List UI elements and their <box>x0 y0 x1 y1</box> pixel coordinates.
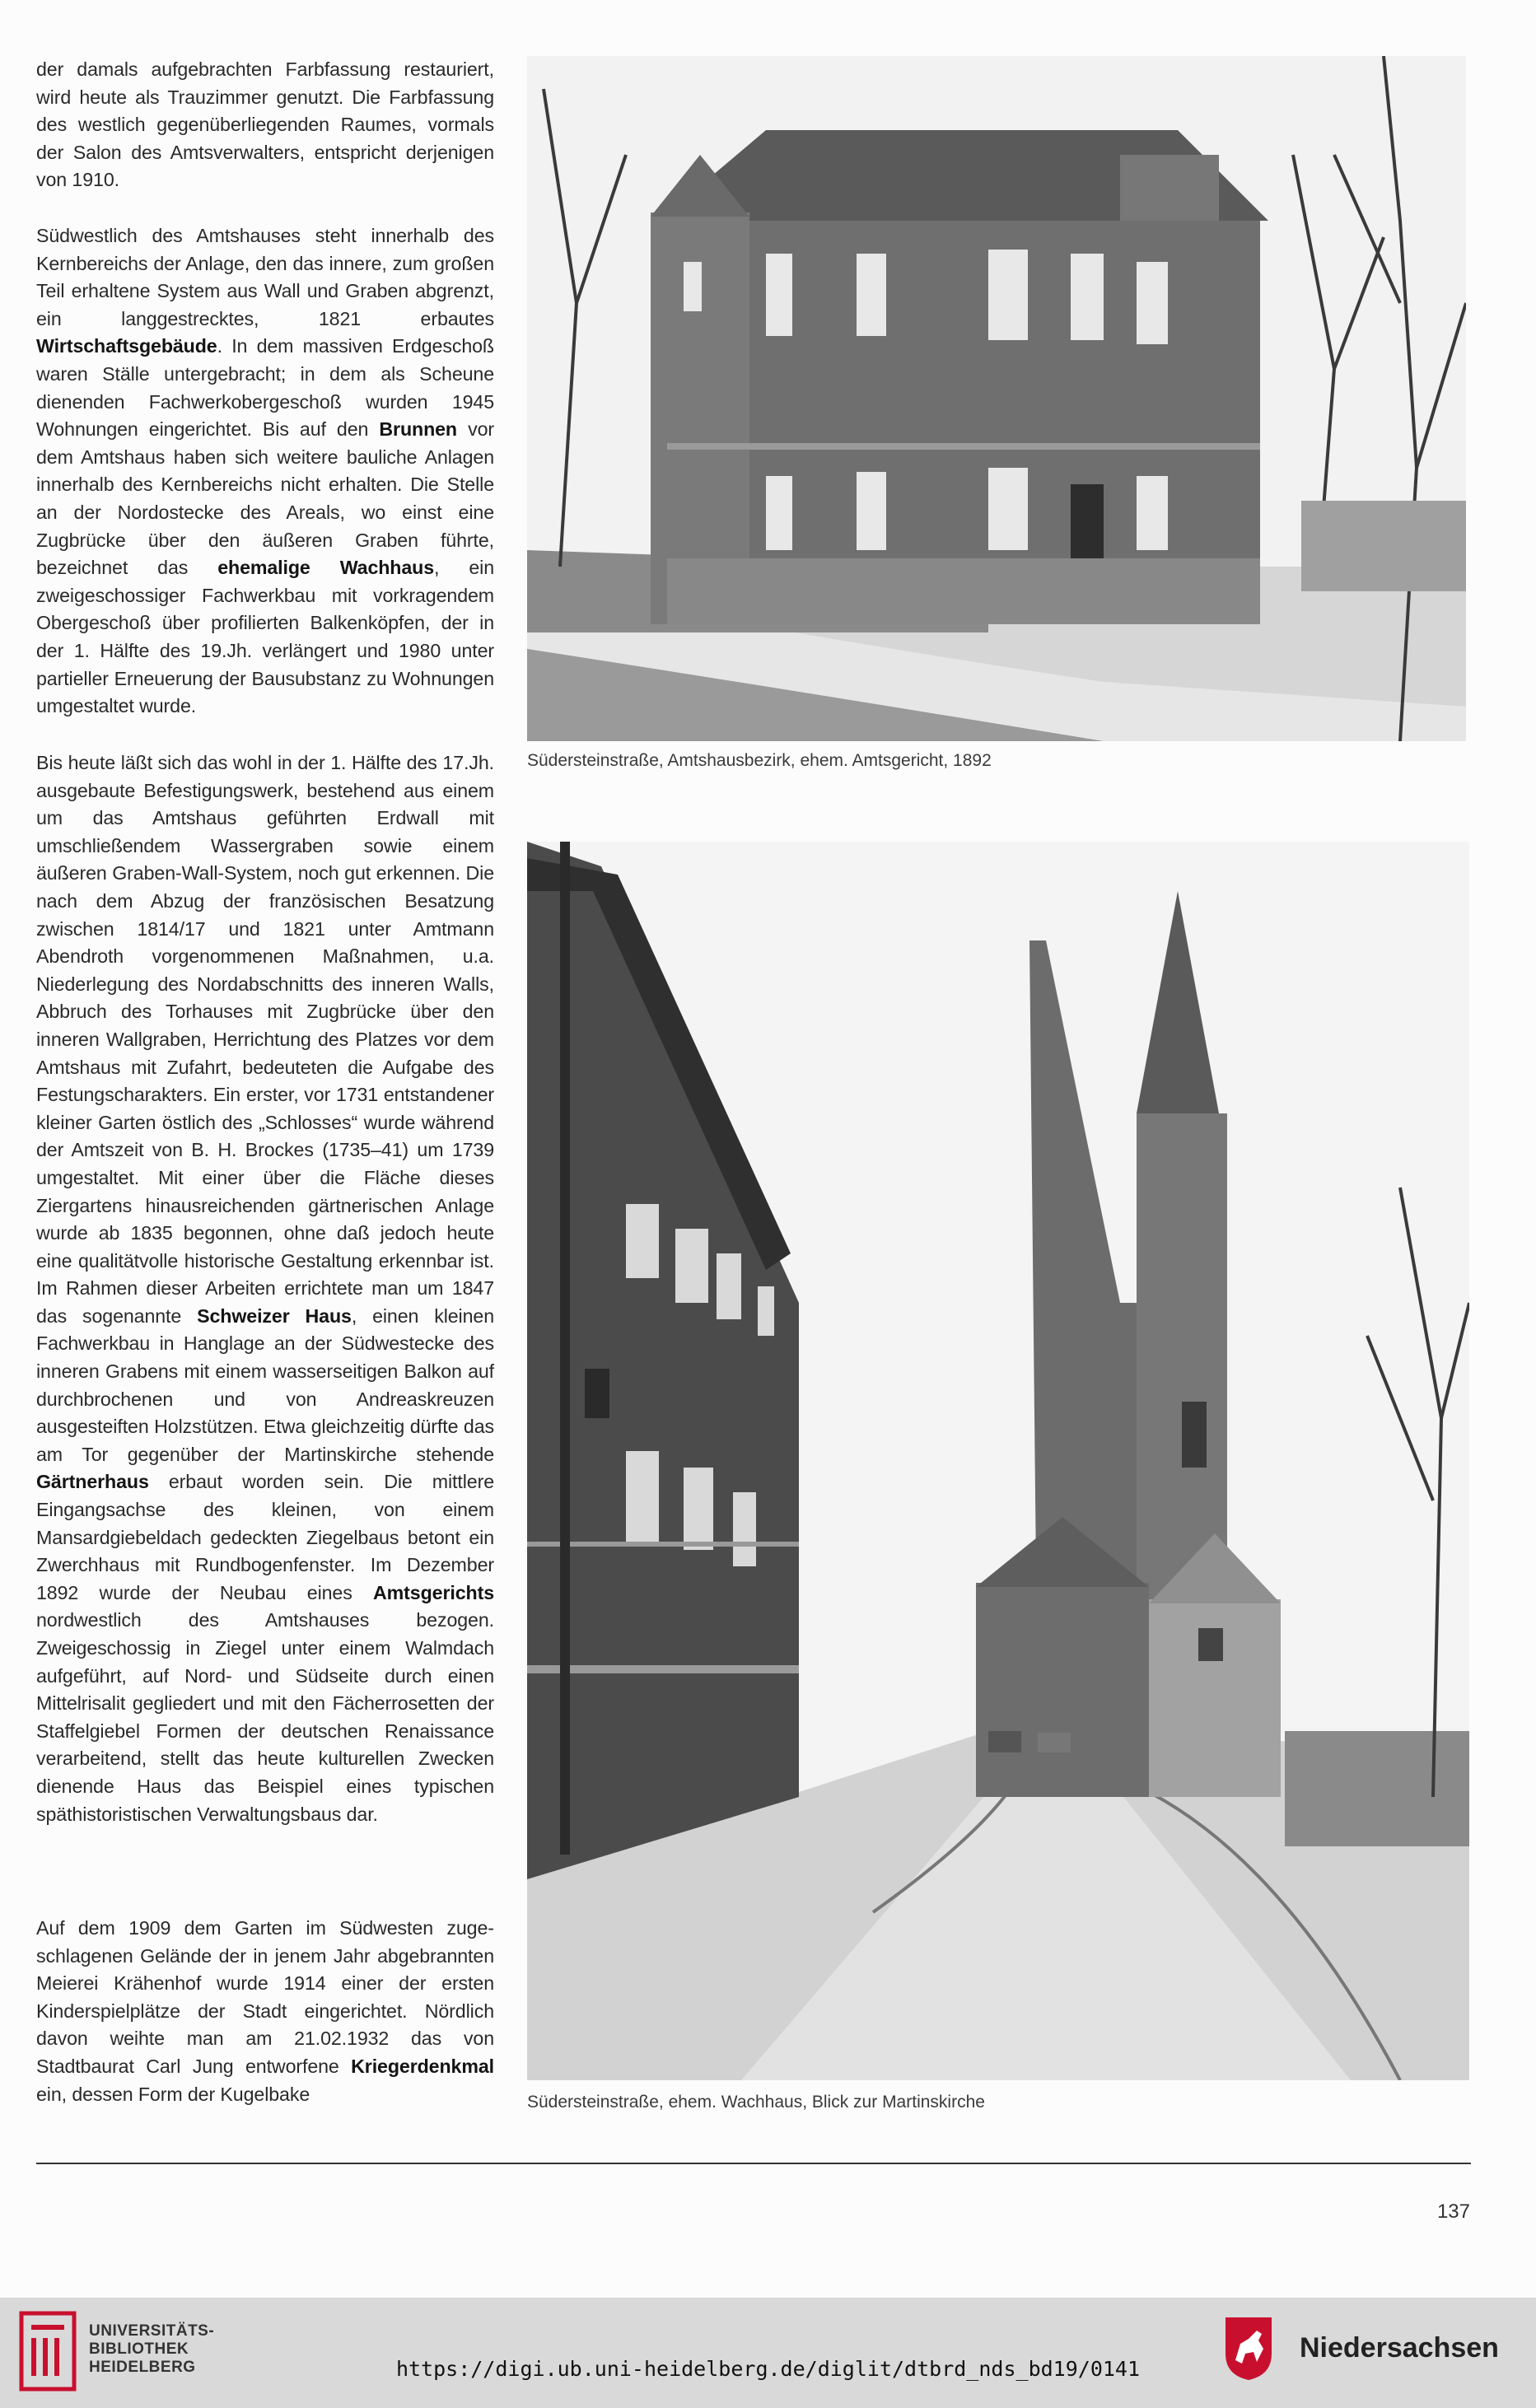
photo-wachhaus-martinskirche <box>527 842 1469 2080</box>
text-column-block <box>36 56 494 194</box>
text-run: Südwestlich des Amtshauses steht innerhalb des Kernbereichs der Anlage, den das innere, zum großen Teil erhaltene System aus Wall und Graben abgrenzt, ein langgestrecktes, 1821 erbautes <box>36 225 494 329</box>
library-name-line: UNIVERSITÄTS- <box>89 2322 215 2340</box>
highlighted-term: Schweizer Haus <box>197 1304 352 1327</box>
permalink-url[interactable]: https://digi.ub.uni-heidelberg.de/diglit/dtbrd_nds_bd19/0141 <box>395 2357 1141 2381</box>
photo-caption: Südersteinstraße, ehem. Wachhaus, Blick zur Martinskirche <box>527 2093 985 2112</box>
text-run: vor dem Amtshaus haben sich weitere bauliche Anlagen innerhalb des Kernbereichs nicht erhalten. Die Stelle an der Nordostecke des Areals, wo einst eine Zugbrücke über den äußeren Graben führte, bezeichnet das <box>36 418 494 579</box>
text-run: der damals aufgebrachten Farbfassung restauriert, wird heute als Trauzimmer genutzt. Die Farbfassung des westlich gegenüberliegenden Raumes, vormals der Salon des Amtsverwalters, entspricht derjenigen von 1910. <box>36 58 494 191</box>
lower-saxony-horse-shield-icon[interactable] <box>1224 2316 1273 2382</box>
state-name[interactable]: Niedersachsen <box>1300 2332 1499 2364</box>
highlighted-term: ehemalige Wachhaus <box>217 557 435 579</box>
paragraph <box>36 749 494 1828</box>
highlighted-term: Gärtnerhaus <box>36 1471 149 1493</box>
text-run: . In dem massiven Erdgeschoß waren Ställe untergebracht; in dem als Scheune dienenden Fachwerkobergeschoß wurden 1945 Wohnungen eingerichtet. Bis auf den <box>36 335 494 441</box>
highlighted-term: Amtsgerichts <box>373 1581 494 1603</box>
photo-caption: Südersteinstraße, Amtshausbezirk, ehem. Amtsgericht, 1892 <box>527 751 992 770</box>
text-run: nordwestlich des Amtshauses bezogen. Zweigeschossig in Ziegel unter einem Walmdach aufgeführt, auf Nord- und Südseite durch einen Mittelrisalit gegliedert und mit den Fächerrosetten der Staffelgiebel Formen der deutschen Renaissance verarbeitend, stellt das heute kulturellen Zwecken dienende Haus das Beispiel eines typischen späthistoristischen Verwaltungsbaus dar. <box>36 1609 494 1825</box>
paragraph <box>36 1915 494 2108</box>
page-number: 137 <box>1436 2200 1470 2223</box>
paragraph <box>36 222 494 721</box>
library-name-line: HEIDELBERG <box>89 2359 196 2376</box>
text-run: Bis heute läßt sich das wohl in der 1. Hälfte des 17.Jh. ausgebaute Befestigungswerk, bestehend aus einem um das Amtshaus geführten Erdwall mit umschließendem Wassergraben sowie einem äußeren Graben-Wall-System, noch gut erkennen. Die nach dem Abzug der französischen Besatzung zwischen 1814/17 und 1821 unter Amtmann Abendroth vorgenommenen Maßnahmen, u.a. Niederlegung des Nordabschnitts des inneren Walls, Abbruch des Torhauses mit Zugbrücke über den inneren Wallgraben, Herrichtung des Platzes vor dem Amtshaus mit Zufahrt, bedeuteten die Aufgabe des Festungscharakters. Ein erster, vor 1731 entstandener kleiner Garten östlich des „Schlosses“ wurde während der Amtszeit von B. H. Brockes (1735–41) um 1739 umgestaltet. Mit einer über die Fläche dieses Ziergartens hinausreichenden gärtnerischen Anlage wurde ab 1835 begonnen, ohne daß jedoch heute eine qualitätvolle historische Gestaltung erkennbar ist. Im Rahmen dieser Arbeiten errichtete man um 1847 das sogenannte <box>36 752 494 1327</box>
text-column-block <box>36 749 494 1828</box>
photo-amtsgericht <box>527 56 1466 741</box>
text-run: ein, dessen Form der Kugelbake <box>36 2083 310 2105</box>
highlighted-term: Wirtschaftsgebäude <box>36 335 217 357</box>
library-name-line: BIBLIOTHEK <box>89 2340 189 2358</box>
footer-divider <box>36 2163 1471 2164</box>
text-run: , ein zweigeschossiger Fachwerkbau mit vorkragendem Obergeschoß über profilierten Balkenköpfen, der in der 1. Hälfte des 19.Jh. verlängert und 1980 unter partieller Erneuerung der Bausubstanz zu Wohnungen umgestaltet wurde. <box>36 557 495 717</box>
highlighted-term: Brunnen <box>379 418 457 441</box>
text-run: Auf dem 1909 dem Garten im Südwesten zugeschlagenen Gelände der in jenem Jahr abgebrannten Meierei Krähenhof wurde 1914 einer der ersten Kinderspielplätze der Stadt eingerichtet. Nördlich davon weihte man am 21.02.1932 das von Stadtbaurat Carl Jung entworfene <box>36 1917 494 2077</box>
highlighted-term: Kriegerdenkmal <box>351 2055 494 2077</box>
text-run: erbaut worden sein. Die mittlere Eingangsachse des kleinen, von einem Mansardgiebeldach gedeckten Ziegelbaus betont ein Zwerchhaus mit Rundbogenfenster. Im Dezember 1892 wurde der Neubau eines <box>36 1471 494 1603</box>
paragraph <box>36 56 494 194</box>
text-column-block <box>36 1915 494 2108</box>
text-column-block <box>36 222 494 721</box>
text-run: , einen kleinen Fachwerkbau in Hanglage an der Südwestecke des inneren Grabens mit einem wasserseitigen Balkon auf durchbrochenen und von Andreaskreuzen ausgesteiften Holzstützen. Etwa gleichzeitig dürfte das am Tor gegenüber der Martinskirche stehende <box>36 1304 494 1465</box>
